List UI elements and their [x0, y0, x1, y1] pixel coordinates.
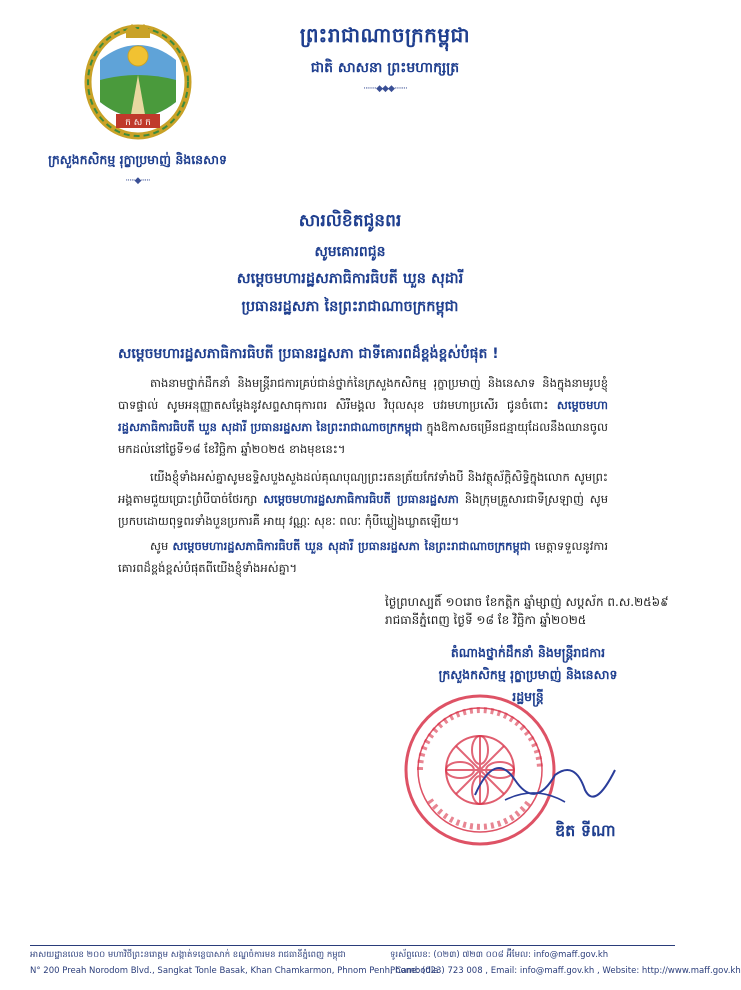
letter-title-block [120, 210, 580, 319]
date-block [385, 593, 675, 629]
paragraph-3-text-a: សូម [150, 539, 173, 553]
header-ornament: ·······◆◆◆······· [363, 84, 407, 94]
signature-line-1: តំណាងថ្នាក់ដឹកនាំ និងមន្ត្រីរាជការ [450, 645, 606, 660]
signature-line-3: រដ្ឋមន្ត្រី [512, 689, 544, 704]
paragraph-1-text-a: តាងនាមថ្នាក់ដឹកនាំ និងមន្ត្រីរាជការគ្រប់ជាន់ថ្នាក់នៃក្រសួងកសិកម្ម រុក្ខាប្រមាញ់ និងនេសាទ និងក្នុងនាមរូបខ្ញុំបាទផ្ទាល់ សូមអនុញ្ញាតសម្តែងនូវសព្ទសាធុការពរ សិរីមង្គល វិបុលសុខ បវរមហាប្រសើរ ជូនចំពោះ [118, 376, 608, 412]
salutation: សម្តេចមហារដ្ឋសភាធិការធិបតី ប្រធានរដ្ឋសភា ជាទីគោរពដ៏ខ្ពង់ខ្ពស់បំផុត ! [118, 346, 499, 362]
recipient-name: សម្តេចមហារដ្ឋសភាធិការធិបតី ឃួន សុដារី [236, 271, 464, 287]
ministry-ornament: ·····◆····· [125, 176, 150, 186]
signature-block [383, 642, 673, 708]
kingdom-header [255, 22, 515, 94]
ministry-emblem-icon [78, 20, 198, 142]
signature-line-2: ក្រសួងកសិកម្ម រុក្ខាប្រមាញ់ និងនេសាទ [438, 667, 618, 682]
emblem-text: ក ស ក [124, 118, 151, 128]
paragraph-1 [118, 372, 608, 460]
paragraph-1-text-c: ក្នុងឱកាសចម្រើនជន្មាយុដែលនឹងឈានចូលមកដល់នៅថ្ងៃទី១៨ ខែវិច្ឆិកា ឆ្នាំ២០២៥ ខាងមុខនេះ។ [118, 420, 608, 456]
paragraph-2-bold: សម្តេចមហារដ្ឋសភាធិការធិបតី ប្រធានរដ្ឋសភា [263, 492, 459, 506]
recipient-title: ប្រធានរដ្ឋសភា នៃព្រះរាជាណាចក្រកម្ពុជា [241, 299, 459, 315]
signer-name: ឌិត ទីណា [555, 821, 616, 840]
letter-title: សារលិខិតជូនពរ [298, 211, 402, 231]
paragraph-1-bold: សម្តេចមហារដ្ឋសភាធិការធិបតី ឃួន សុដារី ប្រធានរដ្ឋសភា នៃព្រះរាជាណាចក្រកម្ពុជា [118, 398, 608, 434]
paragraph-3-text-c: មេត្តាទទួលនូវការគោរពដ៏ខ្ពង់ខ្ពស់បំផុតពីយើងខ្ញុំទាំងអស់គ្នា។ [118, 539, 609, 575]
ministry-block [30, 20, 245, 186]
paragraph-2 [118, 466, 608, 532]
footer-divider [30, 945, 675, 946]
respectfully-to: សូមគោរពជូន [314, 244, 386, 260]
kingdom-name: ព្រះរាជាណាចក្រកម្ពុជា [299, 23, 471, 47]
paragraph-2-text-a: យើងខ្ញុំទាំងអស់គ្នាសូមឧទ្ទិសបួងសួងដល់គុណបុណ្យព្រះរតនត្រ័យកែវទាំងបី និងវត្ថុស័ក្តិសិទ្ធិក្នុងលោក សូមព្រះអង្គតាមជួយប្រោះព្រំបីបាច់ថែរក្សា [118, 470, 608, 506]
solar-date: រាជធានីភ្នំពេញ ថ្ងៃទី ១៨ ខែ វិច្ឆិកា ឆ្នាំ២០២៥ [385, 613, 587, 627]
paragraph-3-bold: សម្តេចមហារដ្ឋសភាធិការធិបតី ឃួន សុដារី ប្រធានរដ្ឋសភា នៃព្រះរាជាណាចក្រកម្ពុជា [172, 539, 531, 553]
paragraph-2-text-c: និងក្រុមគ្រួសារជាទីស្រឡាញ់ សូមប្រកបដោយពុទ្ធពរទាំងបួនប្រការគឺ អាយុ វណ្ណៈ សុខៈ ពលៈ កុំបីឃ្លៀងឃ្លាតឡើយ។ [118, 492, 608, 528]
national-motto: ជាតិ សាសនា ព្រះមហាក្សត្រ [310, 60, 460, 76]
paragraph-3 [118, 535, 608, 579]
ministry-name: ក្រសួងកសិកម្ម រុក្ខាប្រមាញ់ និងនេសាទ [48, 152, 227, 167]
footer-address-km: អាសយដ្ឋានលេខ ២០០ មហាវិថីព្រះនរោត្តម សង្កាត់ទន្លេបាសាក់ ខណ្ឌចំការមន រាជធានីភ្នំពេញ កម្ពុជា [30, 950, 346, 960]
lunar-date: ថ្ងៃព្រហស្បតិ៍ ១០រោច ខែកត្តិក ឆ្នាំម្សាញ់ សប្តស័ក ព.ស.២៥៦៩ [385, 595, 669, 609]
handwritten-signature-icon [465, 740, 625, 820]
footer-contact-en: Phone: (023) 723 008 , Email: info@maff.gov.kh , Website: http://www.maff.gov.kh [390, 966, 741, 976]
footer-contact-km: ទូរស័ព្ទលេខ: (០២៣) ៧២៣ ០០៨ អ៊ីមែល: info@maff.gov.kh [390, 950, 609, 960]
footer-address-en: N° 200 Preah Norodom Blvd., Sangkat Tonle Basak, Khan Chamkarmon, Phnom Penh, Cambodia [30, 966, 439, 976]
